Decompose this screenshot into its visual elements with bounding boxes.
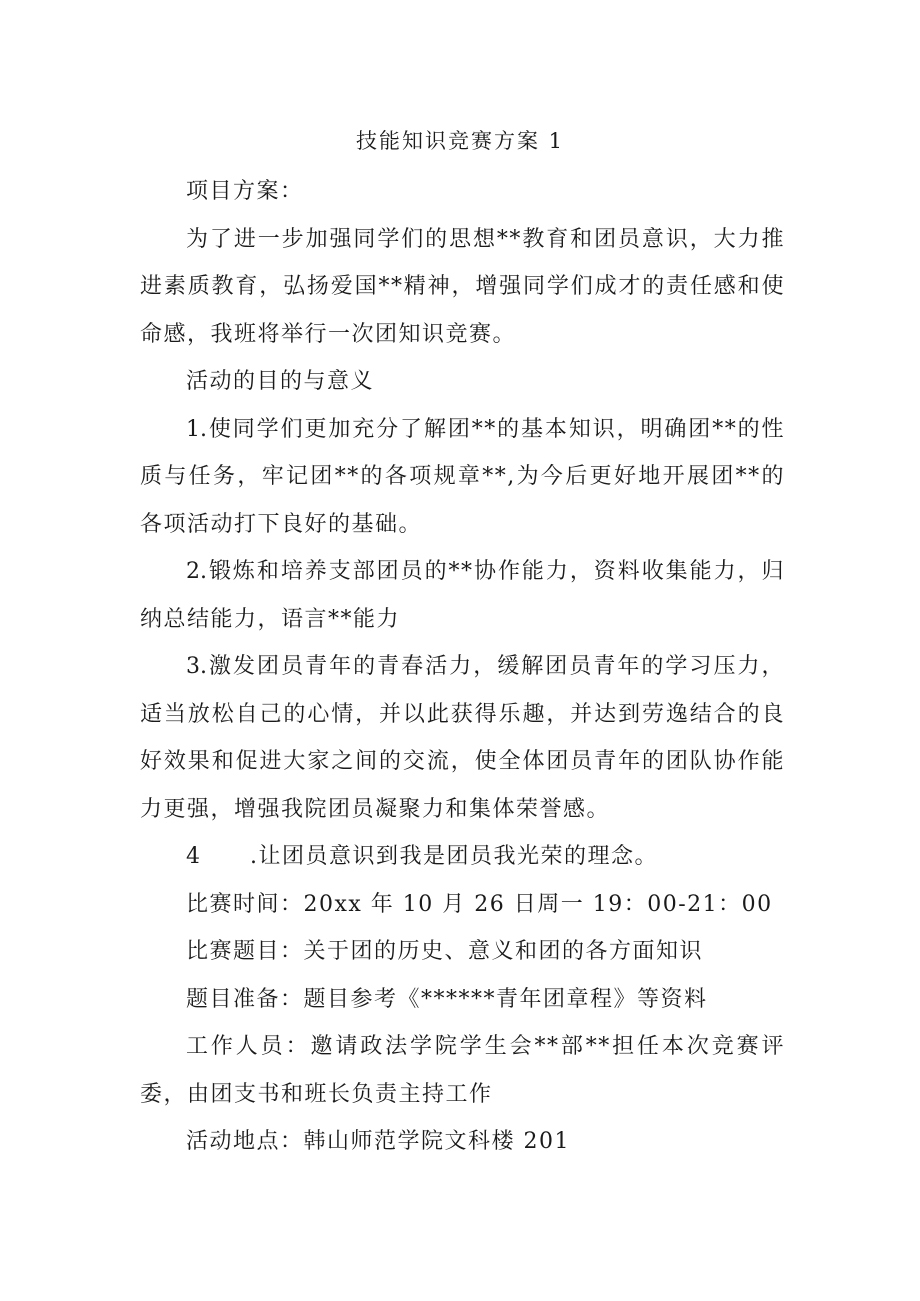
list-number: 3: [186, 654, 200, 679]
document-title: 技能知识竞赛方案 1: [355, 129, 565, 153]
document-body: [140, 168, 785, 1166]
paragraph-text: 工作人员：邀请政法学院学生会**部**担任本次竞赛评委，由团支书和班长负责主持工作: [140, 1034, 785, 1107]
list-number: 1: [186, 416, 200, 442]
paragraph-project-plan: [140, 168, 785, 216]
paragraph-purpose-heading: [140, 358, 785, 406]
paragraph-match-time: [140, 881, 785, 929]
list-item-text: .使同学们更加充分了解团**的基本知识，明确团**的性质与任务，牢记团**的各项规章**,为今后更好地开展团**的各项活动打下良好的基础。: [140, 416, 785, 537]
paragraph-text: 比赛时间：20xx 年 10 月 26 日周一 19：00-21：00: [186, 891, 773, 917]
list-number: 2: [186, 559, 200, 584]
paragraph-text: 活动地点：韩山师范学院文科楼 201: [186, 1129, 570, 1154]
list-item-text: .让团员意识到我是团员我光荣的理念。: [250, 844, 658, 869]
list-item-text: .激发团员青年的青春活力，缓解团员青年的学习压力，适当放松自己的心情，并以此获得乐趣，并达到劳逸结合的良好效果和促进大家之间的交流，使全体团员青年的团队协作能力更强，增强我院团员凝聚力和集体荣誉感。: [140, 654, 785, 822]
paragraph-text: 项目方案：: [186, 179, 304, 204]
paragraph-match-topic: [140, 928, 785, 976]
list-number: 4: [186, 844, 200, 869]
list-item-1: [140, 406, 785, 549]
list-item-2: [140, 548, 785, 643]
paragraph-question-prep: [140, 976, 785, 1024]
paragraph-intro: [140, 216, 785, 359]
paragraph-staff: [140, 1023, 785, 1118]
paragraph-text: 活动的目的与意义: [186, 369, 375, 394]
paragraph-text: 题目准备：题目参考《******青年团章程》等资料: [186, 986, 708, 1012]
list-item-4: [140, 833, 785, 881]
paragraph-venue: [140, 1118, 785, 1166]
list-item-3: [140, 643, 785, 833]
paragraph-text: 比赛题目：关于团的历史、意义和团的各方面知识: [186, 939, 704, 964]
paragraph-text: 为了进一步加强同学们的思想**教育和团员意识，大力推进素质教育，弘扬爱国**精神，增强同学们成才的责任感和使命感，我班将举行一次团知识竞赛。: [140, 226, 785, 347]
list-item-text: .锻炼和培养支部团员的**协作能力，资料收集能力，归纳总结能力，语言**能力: [140, 559, 785, 632]
